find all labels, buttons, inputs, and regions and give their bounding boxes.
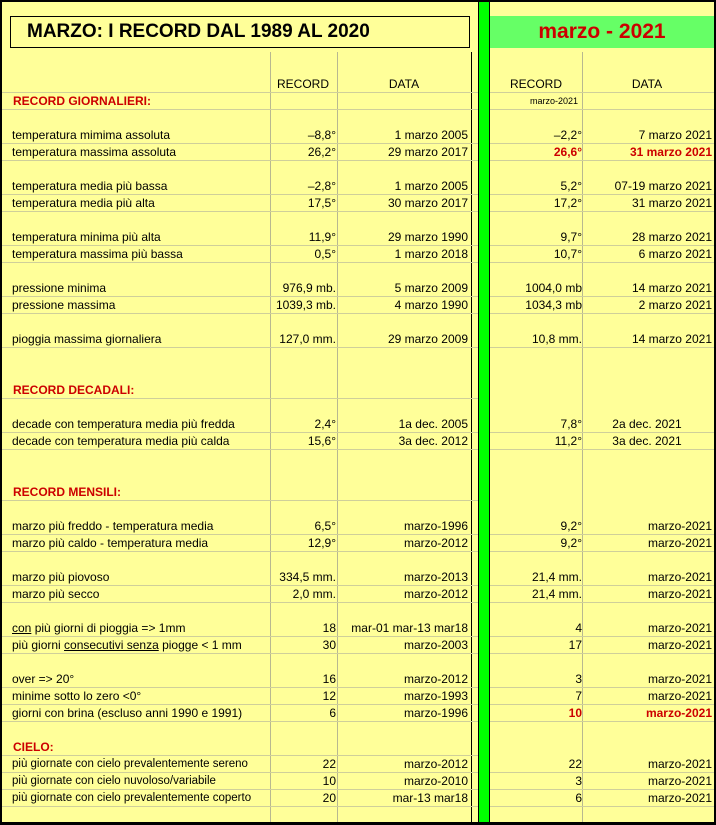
row-record: 6 [575, 791, 582, 805]
section-heading-row [2, 382, 478, 399]
row-date: 07-19 marzo 2021 [614, 179, 712, 193]
row-date: marzo-2021 [647, 757, 712, 771]
table-row [2, 297, 478, 314]
row-date: 1 marzo 2005 [394, 128, 468, 142]
row-record: 26,6° [553, 145, 582, 159]
row-label-rest: più giorni di pioggia => 1mm [31, 621, 186, 635]
table-row [490, 178, 714, 195]
table-row [490, 144, 714, 161]
row-record: 11,9° [308, 230, 336, 244]
row-label-underlined: consecutivi senza [64, 638, 159, 652]
table-row [2, 518, 478, 535]
row-record: 6,5° [314, 519, 336, 533]
row-date: marzo-2012 [403, 757, 468, 771]
table-row [2, 195, 478, 212]
row-record: 1039,3 mb. [275, 298, 336, 312]
row-label: temperatura massima più bassa [12, 247, 183, 261]
table-row [2, 416, 478, 433]
row-date: mar-01 mar-13 mar18 [351, 621, 468, 635]
table-row [2, 637, 478, 654]
row-date: 7 marzo 2021 [638, 128, 712, 142]
section-heading-row [2, 93, 478, 110]
row-date: marzo-2021 [647, 570, 712, 584]
row-date: 6 marzo 2021 [638, 247, 712, 261]
row-record: 12 [322, 689, 336, 703]
row-date: marzo-2021 [647, 536, 712, 550]
table-row [490, 331, 714, 348]
table-row [2, 569, 478, 586]
row-record: 10 [568, 706, 582, 720]
row-record: 127,0 mm. [279, 332, 336, 346]
row-label: temperatura media più bassa [12, 179, 168, 193]
row-label: marzo più freddo - temperatura media [12, 519, 214, 533]
row-date: marzo-1993 [403, 689, 468, 703]
table-row [490, 127, 714, 144]
table-row [490, 195, 714, 212]
row-date: 2 marzo 2021 [638, 298, 712, 312]
table-row [2, 586, 478, 603]
row-record: 7,8° [560, 417, 582, 431]
row-record: 1034,3 mb [525, 298, 582, 312]
row-date: marzo-2012 [403, 672, 468, 686]
table-row [490, 756, 714, 773]
section-heading: CIELO: [13, 740, 54, 754]
row-record: 26,2° [307, 145, 336, 159]
table-row [490, 518, 714, 535]
col-data-header: DATA [388, 77, 420, 91]
table-row [490, 688, 714, 705]
row-label: pressione minima [12, 281, 107, 295]
table-row [490, 705, 714, 722]
table-row [2, 705, 478, 722]
table-row [2, 535, 478, 552]
row-label: temperatura media più alta [12, 196, 155, 210]
row-record: 22 [322, 757, 336, 771]
row-date: marzo-2012 [403, 587, 468, 601]
section-heading: RECORD DECADALI: [13, 383, 135, 397]
table-row [2, 229, 478, 246]
row-date: marzo-2010 [403, 774, 468, 788]
row-record: 15,6° [307, 434, 336, 448]
left-panel [2, 2, 478, 822]
table-row [490, 790, 714, 807]
row-label: più giornate con cielo prevalentemente coperto [12, 792, 252, 804]
row-date: 31 marzo 2021 [631, 196, 712, 210]
row-record: 10 [322, 774, 336, 788]
col-record-header: RECORD [509, 77, 562, 91]
row-label: marzo più piovoso [12, 570, 110, 584]
row-date: 3a dec. 2012 [398, 434, 468, 448]
table-row [490, 535, 714, 552]
table-row [2, 671, 478, 688]
row-date: marzo-2013 [403, 570, 468, 584]
row-date: 3a dec. 2021 [612, 434, 682, 448]
page-title: MARZO: I RECORD DAL 1989 AL 2020 [10, 16, 470, 48]
row-record: 10,7° [553, 247, 582, 261]
row-record: 2,4° [314, 417, 336, 431]
row-record: –2,2° [553, 128, 582, 142]
table-row [490, 620, 714, 637]
table-row [2, 246, 478, 263]
row-record: 976,9 mb. [282, 281, 336, 295]
row-label: giorni con brina (escluso anni 1990 e 1991) [12, 706, 243, 720]
row-label: marzo più secco [12, 587, 100, 601]
row-label: over => 20° [12, 672, 75, 686]
table-row [2, 144, 478, 161]
row-date: marzo-2021 [647, 689, 712, 703]
row-record: 9,7° [560, 230, 582, 244]
table-row [490, 229, 714, 246]
row-label [12, 620, 270, 637]
row-label: temperatura massima assoluta [12, 145, 177, 159]
row-date: marzo-1996 [403, 519, 468, 533]
row-date: marzo-2021 [645, 706, 712, 720]
row-date: marzo-2021 [647, 791, 712, 805]
row-date: 5 marzo 2009 [394, 281, 468, 295]
row-record: 2,0 mm. [292, 587, 336, 601]
separator-stripe [479, 2, 489, 822]
row-date: 1 marzo 2018 [394, 247, 468, 261]
table-row [490, 586, 714, 603]
row-record: 1004,0 mb [525, 281, 582, 295]
row-label: pressione massima [12, 298, 116, 312]
row-record: 12,9° [307, 536, 336, 550]
table-row [2, 620, 478, 637]
row-date: 30 marzo 2017 [387, 196, 468, 210]
row-label: decade con temperatura media più calda [12, 434, 230, 448]
row-date: 29 marzo 2009 [387, 332, 468, 346]
row-date: marzo-2021 [647, 621, 712, 635]
row-label [12, 637, 270, 654]
row-record: 17,2° [553, 196, 582, 210]
row-date: 4 marzo 1990 [394, 298, 468, 312]
row-date: 2a dec. 2021 [612, 417, 682, 431]
table-row [2, 773, 478, 790]
row-label: marzo più caldo - temperatura media [12, 536, 209, 550]
row-record: 16 [322, 672, 336, 686]
col-data-header: DATA [631, 77, 663, 91]
row-label: più giornate con cielo nuvoloso/variabile [12, 775, 216, 787]
table-row [2, 688, 478, 705]
row-record: 10,8 mm. [531, 332, 582, 346]
row-date: 29 marzo 2017 [387, 145, 468, 159]
table-row [490, 280, 714, 297]
row-label-underlined: con [12, 621, 32, 635]
row-date: 29 marzo 1990 [387, 230, 468, 244]
col-record-header: RECORD [276, 77, 329, 91]
table-row [2, 331, 478, 348]
row-date: 28 marzo 2021 [631, 230, 712, 244]
section-heading-row [2, 484, 478, 501]
section-heading-row [2, 739, 478, 756]
row-date: marzo-1996 [403, 706, 468, 720]
table-row [2, 790, 478, 807]
row-date: mar-13 mar18 [392, 791, 468, 805]
row-record: 4 [575, 621, 582, 635]
row-date: marzo-2021 [647, 519, 712, 533]
table-row [490, 671, 714, 688]
row-record: 30 [322, 638, 336, 652]
table-row [2, 178, 478, 195]
table-row [2, 433, 478, 450]
row-record: –8,8° [307, 128, 336, 142]
row-record: –2,8° [307, 179, 336, 193]
row-record: 11,2° [554, 434, 582, 448]
table-row [490, 637, 714, 654]
row-date: 31 marzo 2021 [629, 145, 712, 159]
row-date: marzo-2021 [647, 672, 712, 686]
row-record: 9,2° [560, 536, 582, 550]
row-label: pioggia massima giornaliera [12, 332, 162, 346]
table-row [490, 246, 714, 263]
row-date: marzo-2003 [403, 638, 468, 652]
row-label: più giornate con cielo prevalentemente sereno [12, 758, 248, 770]
header-row [2, 76, 478, 93]
table-row [2, 127, 478, 144]
row-record: 21,4 mm. [531, 587, 582, 601]
row-record: 7 [575, 689, 582, 703]
table-row [490, 433, 714, 450]
row-record: 3 [575, 672, 582, 686]
row-date: marzo-2021 [647, 774, 712, 788]
table-row [490, 416, 714, 433]
row-label-start: più giorni [12, 638, 65, 652]
row-label: temperatura mimima assoluta [12, 128, 171, 142]
section-heading: RECORD GIORNALIERI: [13, 94, 151, 108]
row-date: 14 marzo 2021 [631, 332, 712, 346]
sub-header-row [490, 93, 714, 110]
row-label: minime sotto lo zero <0° [12, 689, 142, 703]
row-record: 20 [322, 791, 336, 805]
table-row [490, 773, 714, 790]
row-record: 18 [322, 621, 336, 635]
section-heading: RECORD MENSILI: [13, 485, 121, 499]
row-date: marzo-2012 [403, 536, 468, 550]
row-record: 6 [329, 706, 336, 720]
row-label: temperatura minima più alta [12, 230, 161, 244]
right-panel [490, 2, 714, 822]
row-label-rest: piogge < 1 mm [158, 638, 242, 652]
month-title: marzo - 2021 [490, 16, 714, 48]
table-row [490, 297, 714, 314]
row-record: 22 [568, 757, 582, 771]
row-date: 1 marzo 2005 [394, 179, 468, 193]
row-record: 334,5 mm. [279, 570, 336, 584]
row-date: 14 marzo 2021 [631, 281, 712, 295]
row-record: 21,4 mm. [531, 570, 582, 584]
row-date: marzo-2021 [647, 638, 712, 652]
table-row [490, 569, 714, 586]
row-record: 0,5° [314, 247, 336, 261]
row-record: 5,2° [560, 179, 582, 193]
table-row [2, 280, 478, 297]
header-row [490, 76, 714, 93]
table-row [2, 756, 478, 773]
row-record: 17 [568, 638, 582, 652]
row-record: 17,5° [307, 196, 336, 210]
row-date: 1a dec. 2005 [398, 417, 468, 431]
row-record: 9,2° [560, 519, 582, 533]
sub-header: marzo-2021 [529, 96, 578, 106]
row-label: decade con temperatura media più fredda [12, 417, 235, 431]
row-date: marzo-2021 [647, 587, 712, 601]
row-record: 3 [575, 774, 582, 788]
